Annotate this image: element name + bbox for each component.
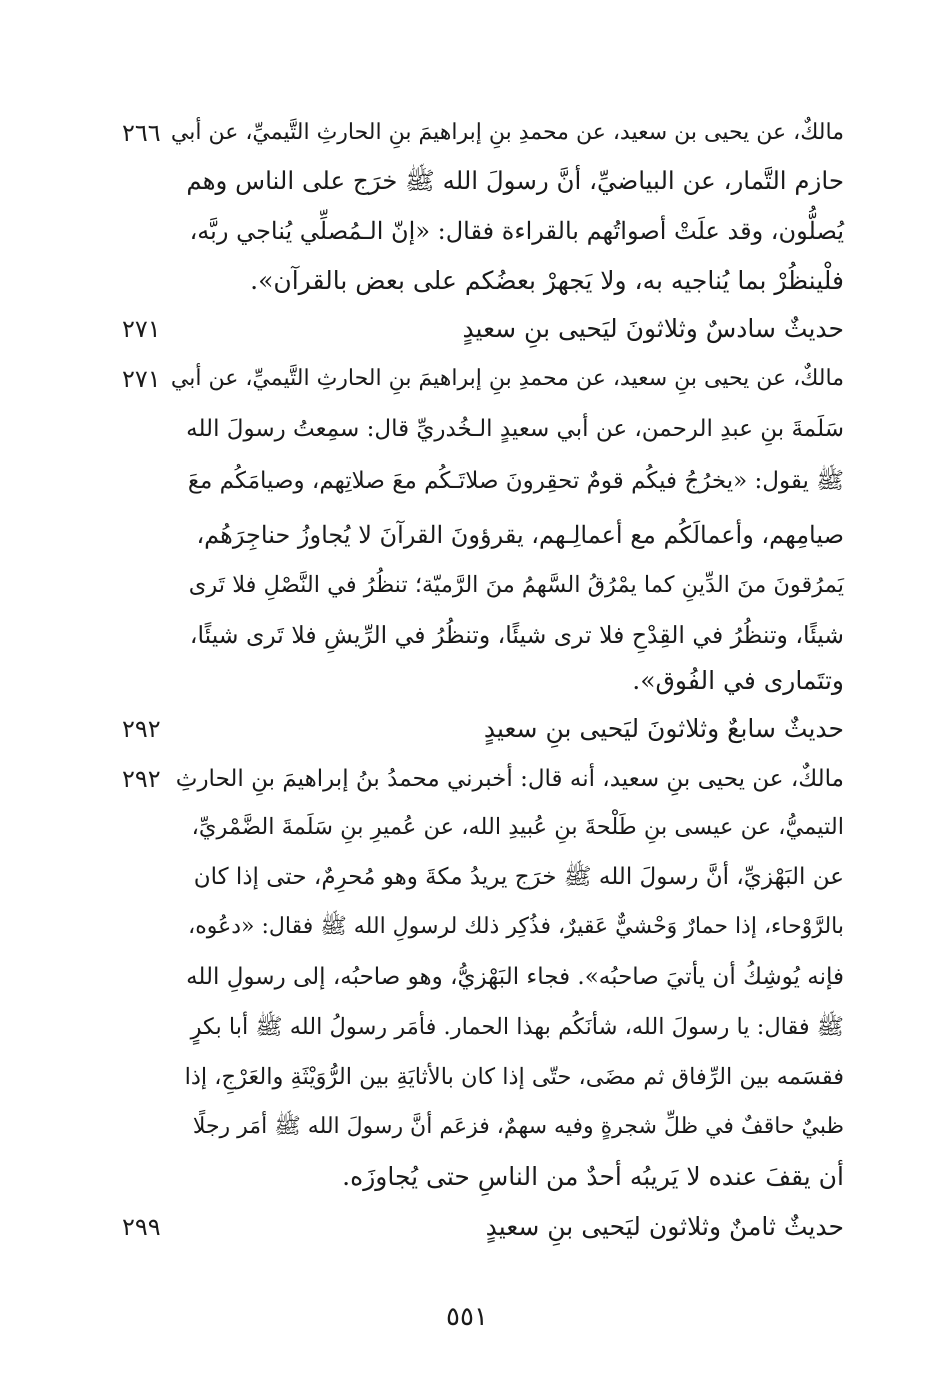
hadith-text-line: ﷺ يقول: «يخرُجُ فيكُم قومٌ تحقِرونَ صلاتَـكُم معَ صلاتِهم، وصيامَكُم معَ [187,468,844,494]
hadith-text-line: ظبيٌ حاقفٌ في ظلِّ شجرةٍ وفيه سهمٌ، فزعَم أنَّ رسولَ الله ﷺ أمَر رجلًا [192,1114,844,1139]
section-reference-number: ٢٩٩ [122,1213,161,1241]
hadith-text-line: فلْينظُرْ بما يُناجيه به، ولا يَجهرْ بعضُكم على بعض بالقرآن». [250,266,844,295]
section-heading: حديثٌ سابعٌ وثلاثونَ ليَحيى بنِ سعيدٍ [483,714,844,743]
hadith-text-line: التيميُّ، عن عيسى بنِ طَلْحةَ بنِ عُبيدِ الله، عن عُميرِ بنِ سَلَمةَ الضَّمْريِّ، [191,814,844,840]
hadith-text-line: يُصلُّون، وقد علَتْ أصواتُهم بالقراءة فقال: «إنّ الـمُصلِّي يُناجي ربَّه، [189,217,844,245]
hadith-text-line: أن يقفَ عنده لا يَريبُه أحدٌ من الناسِ حتى يُجاوزَه. [342,1162,844,1191]
page-number: ٥٥١ [446,1302,488,1332]
section-heading: حديثٌ ثامنٌ وثلاثون ليَحيى بنِ سعيدٍ [485,1212,844,1241]
section-reference-number: ٢٩٢ [122,715,161,743]
hadith-text-line: فقسَمه بين الرِّفاق ثم مضَى، حتّى إذا كان بالأثايَةِ بين الرُّوَيْثَةِ والعَرْجِ، إذا [184,1064,844,1090]
section-heading: حديثٌ سادسٌ وثلاثونَ ليَحيى بنِ سعيدٍ [462,314,844,343]
hadith-text-line: وتتَمارى في الفُوق». [632,666,844,695]
hadith-text-line: فإنه يُوشِكُ أن يأتيَ صاحبُه». فجاء البَهْزيُّ، وهو صاحبُه، إلى رسولِ الله [186,964,844,990]
hadith-text-line: صيامِهم، وأعمالَكُم مع أعمالِـهم، يقرؤونَ القرآنَ لا يُجاوزُ حناجِرَهُم، [196,521,844,549]
hadith-text-line: ﷺ فقال: يا رسولَ الله، شأنَكُم بهذا الحمار. فأمَر رسولُ الله ﷺ أبا بكرٍ [190,1014,844,1040]
hadith-number: ٢٧١ [122,365,161,393]
hadith-text-line: سَلَمةَ بنِ عبدِ الرحمن، عن أبي سعيدٍ الـخُدريِّ قال: سمِعتُ رسولَ الله [186,416,844,442]
hadith-text-line: مالكٌ، عن يحيى بنِ سعيد، عن محمدِ بنِ إبراهيمَ بنِ الحارثِ التَّيميِّ، عن أبي [170,366,844,391]
hadith-text-line: يَمرُقونَ منَ الدِّينِ كما يمْرُقُ السَّهمُ منَ الرَّميّة؛ تنظُرُ في النَّصْلِ فلا تَرى [188,572,844,598]
hadith-text-line: حازم التَّمار، عن البياضيِّ، أنَّ رسولَ الله ﷺ خرَج على الناس وهم [186,166,844,195]
hadith-text-line: عن البَهْزيِّ، أنَّ رسولَ الله ﷺ خرَج يريدُ مكةَ وهو مُحرِمٌ، حتى إذا كان [193,864,844,890]
section-reference-number: ٢٧١ [122,315,161,343]
hadith-text-line: مالكٌ، عن يحيى بنِ سعيد، أنه قال: أخبرني محمدُ بنُ إبراهيمَ بنِ الحارثِ [175,766,844,792]
hadith-number: ٢٦٦ [122,119,161,147]
hadith-text-line: شيئًا، وتنظُرُ في القِدْحِ فلا ترى شيئًا، وتنظُرُ في الرِّيشِ فلا تَرى شيئًا، [189,621,844,649]
hadith-number: ٢٩٢ [122,765,161,793]
hadith-text-line: مالكٌ، عن يحيى بن سعيد، عن محمدِ بنِ إبراهيمَ بنِ الحارثِ التَّيميِّ، عن أبي [170,120,844,145]
hadith-text-line: بالرَّوْحاء، إذا حمارٌ وَحْشيٌّ عَقيرٌ، فذُكِر ذلك لرسولِ الله ﷺ فقال: «دعُوه، [188,914,844,939]
